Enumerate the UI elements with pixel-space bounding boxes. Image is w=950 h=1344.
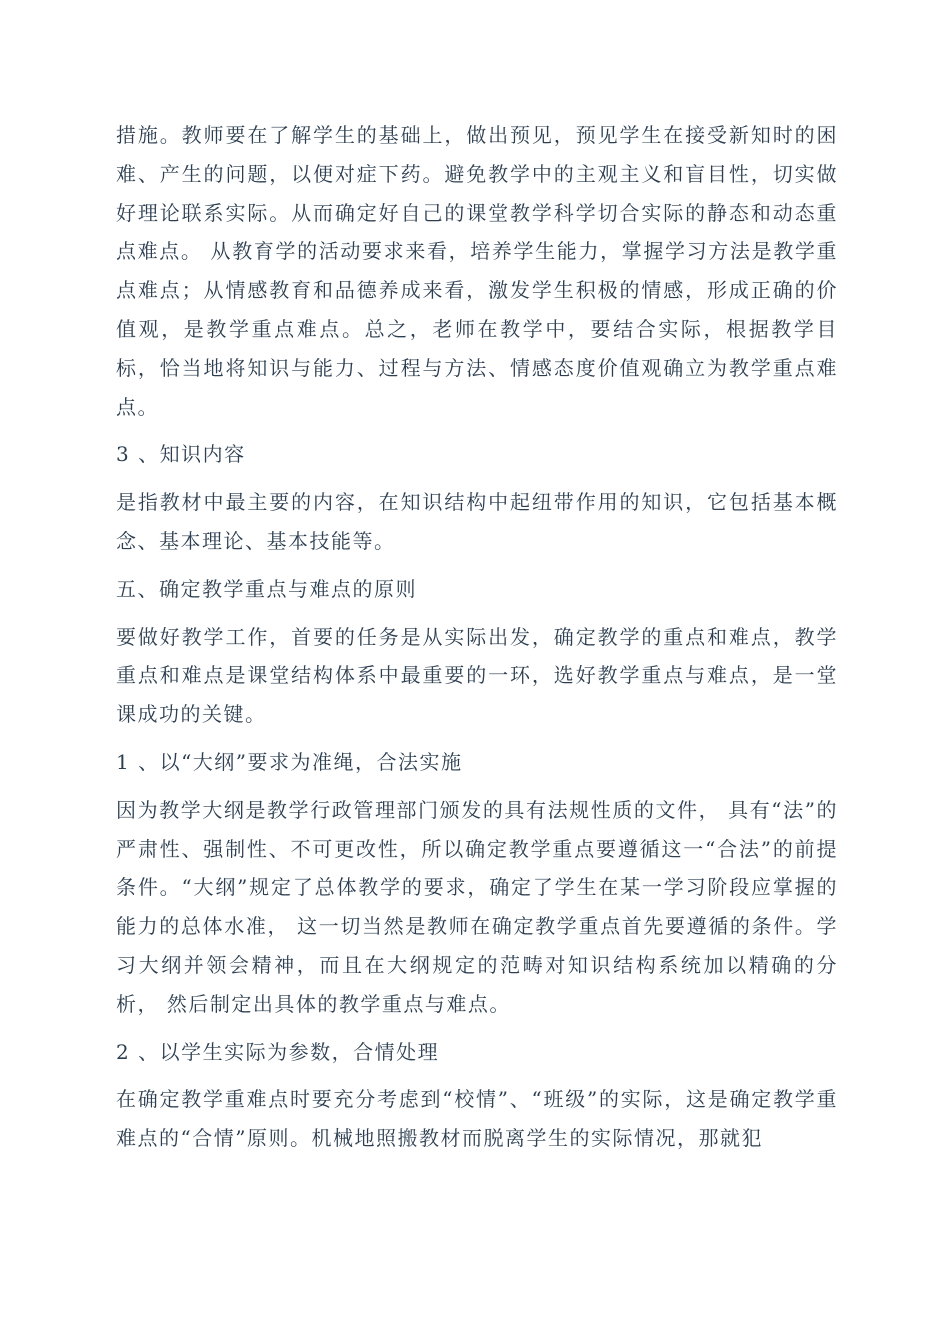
heading-section-five: 五、确定教学重点与难点的原则: [116, 576, 417, 601]
document-body: [116, 116, 838, 1167]
paragraph-principle-two: 在确定教学重难点时要充分考虑到“校情”、“班级”的实际，这是确定教学重难点的“合情”原则。机械地照搬教材而脱离学生的实际情况，那就犯: [116, 1087, 838, 1151]
paragraph-section-five-intro: 要做好教学工作，首要的任务是从实际出发，确定教学的重点和难点，教学重点和难点是课堂结构体系中最重要的一环，选好教学重点与难点，是一堂课成功的关键。: [116, 624, 838, 727]
heading-principle-two: 2 、以学生实际为参数，合情处理: [116, 1039, 440, 1064]
heading-principle-one: 1 、以“大纲”要求为准绳，合法实施: [116, 749, 463, 774]
paragraph-principle-one: 因为教学大纲是教学行政管理部门颁发的具有法规性质的文件， 具有“法”的严肃性、强制性、不可更改性，所以确定教学重点要遵循这一“合法”的前提条件。“大纲”规定了总体教学的要求，确定了学生在某一学习阶段应掌握的能力的总体水准， 这一切当然是教师在确定教学重点首先要遵循的条件。学习大纲并领会精神，而且在大纲规定的范畴对知识结构系统加以精确的分析， 然后制定出具体的教学重点与难点。: [116, 797, 838, 1016]
heading-knowledge-content: 3 、知识内容: [116, 442, 246, 467]
paragraph-intro-continuation: 措施。教师要在了解学生的基础上，做出预见，预见学生在接受新知时的困难、产生的问题，以便对症下药。避免教学中的主观主义和盲目性，切实做好理论联系实际。从而确定好自己的课堂教学科学切合实际的静态和动态重点难点。 从教育学的活动要求来看，培养学生能力，掌握学习方法是教学重点难点；从情感教育和品德养成来看，激发学生积极的情感，形成正确的价值观，是教学重点难点。总之，老师在教学中，要结合实际，根据教学目标，恰当地将知识与能力、过程与方法、情感态度价值观确立为教学重点难点。: [116, 123, 838, 419]
paragraph-knowledge-content: 是指教材中最主要的内容，在知识结构中起纽带作用的知识，它包括基本概念、基本理论、基本技能等。: [116, 490, 838, 553]
